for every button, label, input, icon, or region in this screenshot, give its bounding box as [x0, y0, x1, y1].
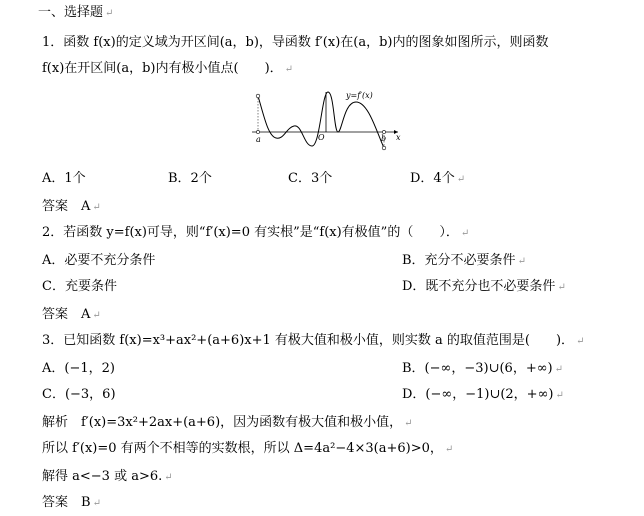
q1-option-a: A．1个 — [42, 171, 86, 186]
q3-analysis-3: 解得 a<−3 或 a>6. ↵ — [42, 469, 173, 484]
q3-option-a: A．(−1，2) — [42, 361, 115, 376]
label-y-fprime: y=f′(x) — [346, 91, 373, 100]
q2-answer: 答案 A ↵ — [42, 307, 101, 322]
label-a: a — [256, 135, 261, 144]
q3-answer: 答案 B ↵ — [42, 495, 101, 510]
q3-option-b: B．(−∞，−3)∪(6，+∞) ↵ — [402, 361, 564, 376]
q2-option-a: A．必要不充分条件 — [42, 253, 156, 268]
q3-line1: 3．已知函数 f(x)=x³+ax²+(a+6)x+1 有极大值和极小值，则实数 a 的取值范围是( )． ↵ — [42, 333, 585, 348]
q3-option-c: C．(−3，6) — [42, 387, 116, 402]
q3-analysis-1: 解析 f′(x)=3x²+2ax+(a+6)，因为函数有极大值和极小值， ↵ — [42, 415, 413, 430]
q1-line2: f(x)在开区间(a，b)内有极小值点( )． ↵ — [42, 61, 294, 76]
q2-option-c: C．充要条件 — [42, 279, 117, 294]
label-b: b — [381, 134, 387, 143]
label-o: O — [318, 133, 325, 142]
open-endpoint-a — [256, 94, 260, 98]
q3-analysis-2: 所以 f′(x)=0 有两个不相等的实数根，所以 Δ=4a²−4×3(a+6)>0， ↵ — [42, 441, 454, 456]
open-endpoint-b — [382, 146, 386, 150]
label-x: x — [396, 133, 401, 142]
q2-option-b: B．充分不必要条件 ↵ — [402, 253, 526, 268]
derivative-graph — [250, 88, 402, 158]
q1-option-c: C．3个 — [288, 171, 333, 186]
q1-option-b: B．2个 — [168, 171, 212, 186]
q2-line1: 2．若函数 y=f(x)可导，则“f′(x)=0 有实根”是“f(x)有极值”的（ ）． ↵ — [42, 225, 470, 240]
q1-option-d: D．4个 ↵ — [410, 171, 466, 186]
q1-line1: 1．函数 f(x)的定义域为开区间(a，b)，导函数 f′(x)在(a，b)内的图象如图所示，则函数 — [42, 35, 549, 50]
q1-answer: 答案 A ↵ — [42, 199, 101, 214]
return-mark: ↵ — [105, 8, 114, 19]
q3-option-d: D．(−∞，−1)∪(2，+∞) ↵ — [402, 387, 564, 402]
q2-option-d: D．既不充分也不必要条件 ↵ — [402, 279, 566, 294]
section-title: 一、选择题 ↵ — [38, 5, 114, 20]
open-point-a-axis — [256, 130, 259, 133]
